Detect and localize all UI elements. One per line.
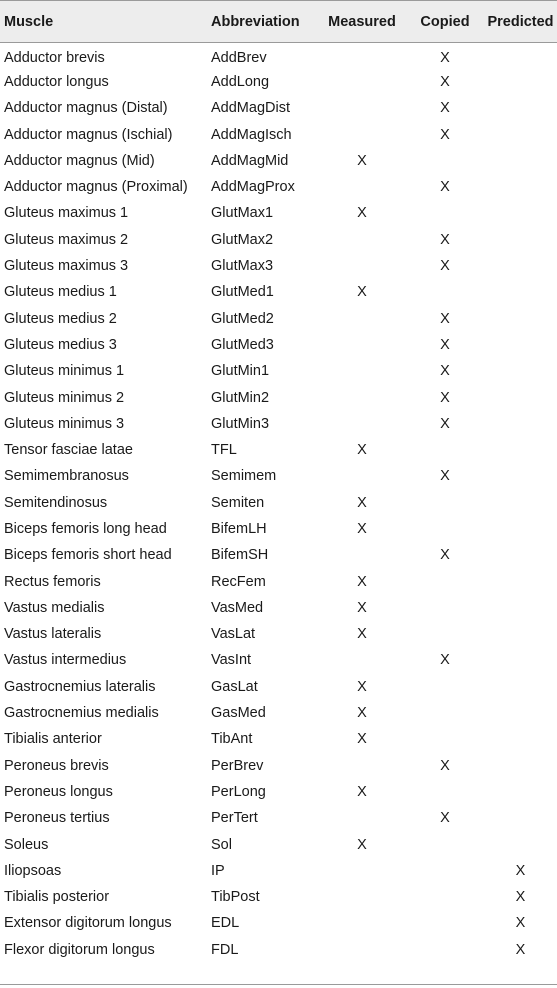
cell-abbreviation: BifemSH — [211, 547, 269, 564]
table-row — [0, 227, 557, 253]
cell-copied — [406, 595, 484, 621]
cell-measured — [318, 384, 406, 410]
table-row — [0, 621, 557, 647]
cell-muscle: Adductor magnus (Distal) — [4, 100, 168, 117]
cell-abbreviation: Sol — [211, 836, 232, 853]
cell-predicted — [484, 542, 557, 568]
table-row — [0, 358, 557, 384]
cell-abbreviation: GasMed — [211, 705, 266, 722]
cell-abbreviation: PerBrev — [211, 757, 264, 774]
cell-muscle: Adductor magnus (Ischial) — [4, 126, 173, 143]
cell-copied: X — [440, 310, 450, 327]
cell-abbreviation: TibPost — [211, 889, 260, 906]
cell-predicted — [484, 805, 557, 831]
cell-copied — [406, 910, 484, 936]
table-row — [0, 726, 557, 752]
cell-abbreviation: GlutMin3 — [211, 415, 270, 432]
cell-muscle: Gluteus minimus 1 — [4, 363, 125, 380]
table-row — [0, 700, 557, 726]
cell-muscle: Adductor longus — [4, 73, 109, 90]
cell-abbreviation: GlutMed3 — [211, 336, 274, 353]
cell-predicted — [484, 200, 557, 226]
table-row — [0, 595, 557, 621]
cell-abbreviation: VasMed — [211, 599, 264, 616]
cell-measured — [318, 411, 406, 437]
cell-copied — [406, 279, 484, 305]
table-row — [0, 568, 557, 594]
cell-muscle: Adductor magnus (Mid) — [4, 152, 155, 169]
table-body — [0, 43, 557, 963]
cell-muscle: Semimembranosus — [4, 468, 129, 485]
cell-copied: X — [440, 415, 450, 432]
cell-measured — [318, 753, 406, 779]
table-row — [0, 753, 557, 779]
cell-copied — [406, 779, 484, 805]
cell-abbreviation: GlutMed1 — [211, 284, 274, 301]
table-row — [0, 43, 557, 69]
cell-muscle: Tibialis anterior — [4, 731, 102, 748]
cell-abbreviation: AddMagProx — [211, 179, 295, 196]
header-predicted: Predicted — [487, 13, 554, 30]
cell-muscle: Semitendinosus — [4, 494, 108, 511]
cell-muscle: Flexor digitorum longus — [4, 941, 155, 958]
cell-abbreviation: EDL — [211, 915, 240, 932]
cell-predicted — [484, 779, 557, 805]
cell-muscle: Peroneus tertius — [4, 810, 110, 827]
cell-measured: X — [357, 731, 367, 748]
cell-copied: X — [440, 49, 450, 66]
cell-abbreviation: PerTert — [211, 810, 258, 827]
cell-predicted — [484, 305, 557, 331]
cell-muscle: Tensor fasciae latae — [4, 442, 133, 459]
cell-measured — [318, 884, 406, 910]
cell-copied — [406, 568, 484, 594]
cell-muscle: Vastus intermedius — [4, 652, 127, 669]
cell-abbreviation: IP — [211, 862, 225, 879]
cell-measured: X — [357, 599, 367, 616]
cell-copied: X — [440, 73, 450, 90]
cell-copied — [406, 490, 484, 516]
cell-predicted — [484, 384, 557, 410]
cell-muscle: Gluteus medius 1 — [4, 284, 117, 301]
cell-measured — [318, 805, 406, 831]
cell-predicted — [484, 279, 557, 305]
cell-copied — [406, 700, 484, 726]
header-muscle: Muscle — [4, 13, 54, 30]
cell-muscle: Vastus medialis — [4, 599, 105, 616]
table-row — [0, 332, 557, 358]
cell-copied — [406, 621, 484, 647]
cell-predicted: X — [515, 915, 526, 932]
table-row — [0, 516, 557, 542]
cell-copied — [406, 516, 484, 542]
cell-copied: X — [440, 468, 450, 485]
table-bottom-rule — [0, 984, 557, 985]
table-row — [0, 805, 557, 831]
cell-predicted: X — [515, 862, 526, 879]
cell-predicted — [484, 463, 557, 489]
cell-measured — [318, 305, 406, 331]
cell-abbreviation: GlutMax1 — [211, 205, 274, 222]
cell-muscle: Gluteus medius 3 — [4, 336, 117, 353]
header-copied: Copied — [420, 13, 470, 30]
cell-copied: X — [440, 652, 450, 669]
table-row — [0, 174, 557, 200]
table-row — [0, 542, 557, 568]
cell-measured: X — [357, 573, 367, 590]
cell-muscle: Gastrocnemius lateralis — [4, 678, 156, 695]
cell-abbreviation: AddMagDist — [211, 100, 290, 117]
table-row — [0, 253, 557, 279]
cell-copied: X — [440, 258, 450, 275]
cell-muscle: Adductor brevis — [4, 49, 105, 66]
cell-muscle: Rectus femoris — [4, 573, 101, 590]
cell-abbreviation: PerLong — [211, 783, 266, 800]
table-row — [0, 279, 557, 305]
cell-abbreviation: AddLong — [211, 73, 270, 90]
cell-measured — [318, 358, 406, 384]
table-row — [0, 411, 557, 437]
cell-abbreviation: GlutMax2 — [211, 231, 274, 248]
cell-measured: X — [357, 783, 367, 800]
cell-predicted — [484, 568, 557, 594]
table-header — [0, 1, 557, 43]
cell-copied: X — [440, 757, 450, 774]
cell-measured — [318, 463, 406, 489]
table-row — [0, 305, 557, 331]
cell-abbreviation: TFL — [211, 442, 237, 459]
cell-copied — [406, 148, 484, 174]
cell-muscle: Adductor magnus (Proximal) — [4, 179, 188, 196]
cell-measured — [318, 43, 406, 69]
table-row — [0, 148, 557, 174]
cell-measured: X — [357, 626, 367, 643]
cell-measured — [318, 69, 406, 95]
cell-measured — [318, 227, 406, 253]
cell-abbreviation: Semiten — [211, 494, 265, 511]
cell-abbreviation: Semimem — [211, 468, 277, 485]
cell-muscle: Biceps femoris short head — [4, 547, 172, 564]
cell-abbreviation: AddMagIsch — [211, 126, 292, 143]
cell-abbreviation: GlutMin2 — [211, 389, 270, 406]
cell-predicted — [484, 726, 557, 752]
cell-copied: X — [440, 363, 450, 380]
table-row — [0, 200, 557, 226]
cell-predicted — [484, 621, 557, 647]
table-row — [0, 884, 557, 910]
table-row — [0, 95, 557, 121]
cell-copied: X — [440, 389, 450, 406]
cell-copied — [406, 937, 484, 963]
cell-copied — [406, 884, 484, 910]
cell-measured — [318, 95, 406, 121]
cell-predicted — [484, 69, 557, 95]
table-row — [0, 858, 557, 884]
cell-copied — [406, 674, 484, 700]
cell-predicted — [484, 332, 557, 358]
cell-abbreviation: VasLat — [211, 626, 256, 643]
cell-measured: X — [357, 705, 367, 722]
cell-muscle: Soleus — [4, 836, 49, 853]
cell-predicted — [484, 490, 557, 516]
cell-copied — [406, 437, 484, 463]
cell-abbreviation: VasInt — [211, 652, 252, 669]
cell-abbreviation: FDL — [211, 941, 239, 958]
cell-predicted — [484, 43, 557, 69]
cell-muscle: Gluteus minimus 3 — [4, 415, 125, 432]
cell-measured: X — [357, 678, 367, 695]
cell-predicted — [484, 700, 557, 726]
cell-copied: X — [440, 126, 450, 143]
cell-copied: X — [440, 100, 450, 117]
table-row — [0, 69, 557, 95]
cell-predicted — [484, 148, 557, 174]
cell-abbreviation: GlutMin1 — [211, 363, 270, 380]
cell-measured: X — [357, 520, 367, 537]
table-row — [0, 674, 557, 700]
cell-measured — [318, 121, 406, 147]
cell-copied: X — [440, 547, 450, 564]
cell-abbreviation: TibAnt — [211, 731, 253, 748]
table-row — [0, 910, 557, 936]
cell-abbreviation: AddBrev — [211, 49, 267, 66]
cell-muscle: Gastrocnemius medialis — [4, 705, 159, 722]
cell-predicted — [484, 437, 557, 463]
cell-abbreviation: RecFem — [211, 573, 266, 590]
cell-copied — [406, 858, 484, 884]
cell-muscle: Iliopsoas — [4, 862, 62, 879]
cell-abbreviation: GlutMax3 — [211, 258, 274, 275]
cell-measured: X — [357, 205, 367, 222]
cell-muscle: Vastus lateralis — [4, 626, 102, 643]
cell-muscle: Gluteus medius 2 — [4, 310, 117, 327]
cell-copied — [406, 200, 484, 226]
cell-predicted — [484, 227, 557, 253]
header-row — [0, 1, 557, 43]
cell-predicted — [484, 358, 557, 384]
cell-predicted — [484, 753, 557, 779]
cell-copied — [406, 831, 484, 857]
cell-predicted — [484, 253, 557, 279]
table-row — [0, 779, 557, 805]
cell-measured: X — [357, 836, 367, 853]
cell-predicted: X — [515, 941, 526, 958]
cell-muscle: Biceps femoris long head — [4, 520, 167, 537]
cell-predicted — [484, 595, 557, 621]
cell-copied: X — [440, 336, 450, 353]
cell-measured — [318, 647, 406, 673]
cell-copied: X — [440, 231, 450, 248]
cell-abbreviation: AddMagMid — [211, 152, 289, 169]
cell-measured — [318, 542, 406, 568]
cell-copied — [406, 726, 484, 752]
cell-muscle: Gluteus maximus 2 — [4, 231, 129, 248]
cell-predicted — [484, 411, 557, 437]
cell-predicted — [484, 95, 557, 121]
table-row — [0, 831, 557, 857]
cell-measured — [318, 332, 406, 358]
cell-abbreviation: BifemLH — [211, 520, 267, 537]
cell-muscle: Gluteus maximus 3 — [4, 258, 129, 275]
cell-measured: X — [357, 494, 367, 511]
cell-measured — [318, 937, 406, 963]
cell-muscle: Gluteus minimus 2 — [4, 389, 125, 406]
cell-measured — [318, 910, 406, 936]
table-row — [0, 463, 557, 489]
table-row — [0, 937, 557, 963]
cell-measured: X — [357, 152, 367, 169]
cell-predicted — [484, 174, 557, 200]
cell-predicted — [484, 121, 557, 147]
cell-copied: X — [440, 179, 450, 196]
table-row — [0, 121, 557, 147]
cell-predicted — [484, 647, 557, 673]
table-row — [0, 490, 557, 516]
table-row — [0, 437, 557, 463]
cell-predicted — [484, 831, 557, 857]
header-abbreviation: Abbreviation — [211, 13, 300, 30]
cell-abbreviation: GasLat — [211, 678, 258, 695]
cell-measured — [318, 174, 406, 200]
cell-muscle: Extensor digitorum longus — [4, 915, 172, 932]
cell-abbreviation: GlutMed2 — [211, 310, 274, 327]
header-measured: Measured — [328, 13, 396, 30]
cell-predicted: X — [515, 889, 526, 906]
cell-predicted — [484, 516, 557, 542]
table-row — [0, 647, 557, 673]
cell-muscle: Tibialis posterior — [4, 889, 110, 906]
cell-measured — [318, 253, 406, 279]
table-row — [0, 384, 557, 410]
cell-muscle: Gluteus maximus 1 — [4, 205, 129, 222]
cell-predicted — [484, 674, 557, 700]
cell-measured — [318, 858, 406, 884]
cell-muscle: Peroneus brevis — [4, 757, 109, 774]
cell-muscle: Peroneus longus — [4, 783, 113, 800]
cell-measured: X — [357, 442, 367, 459]
cell-measured: X — [357, 284, 367, 301]
cell-copied: X — [440, 810, 450, 827]
